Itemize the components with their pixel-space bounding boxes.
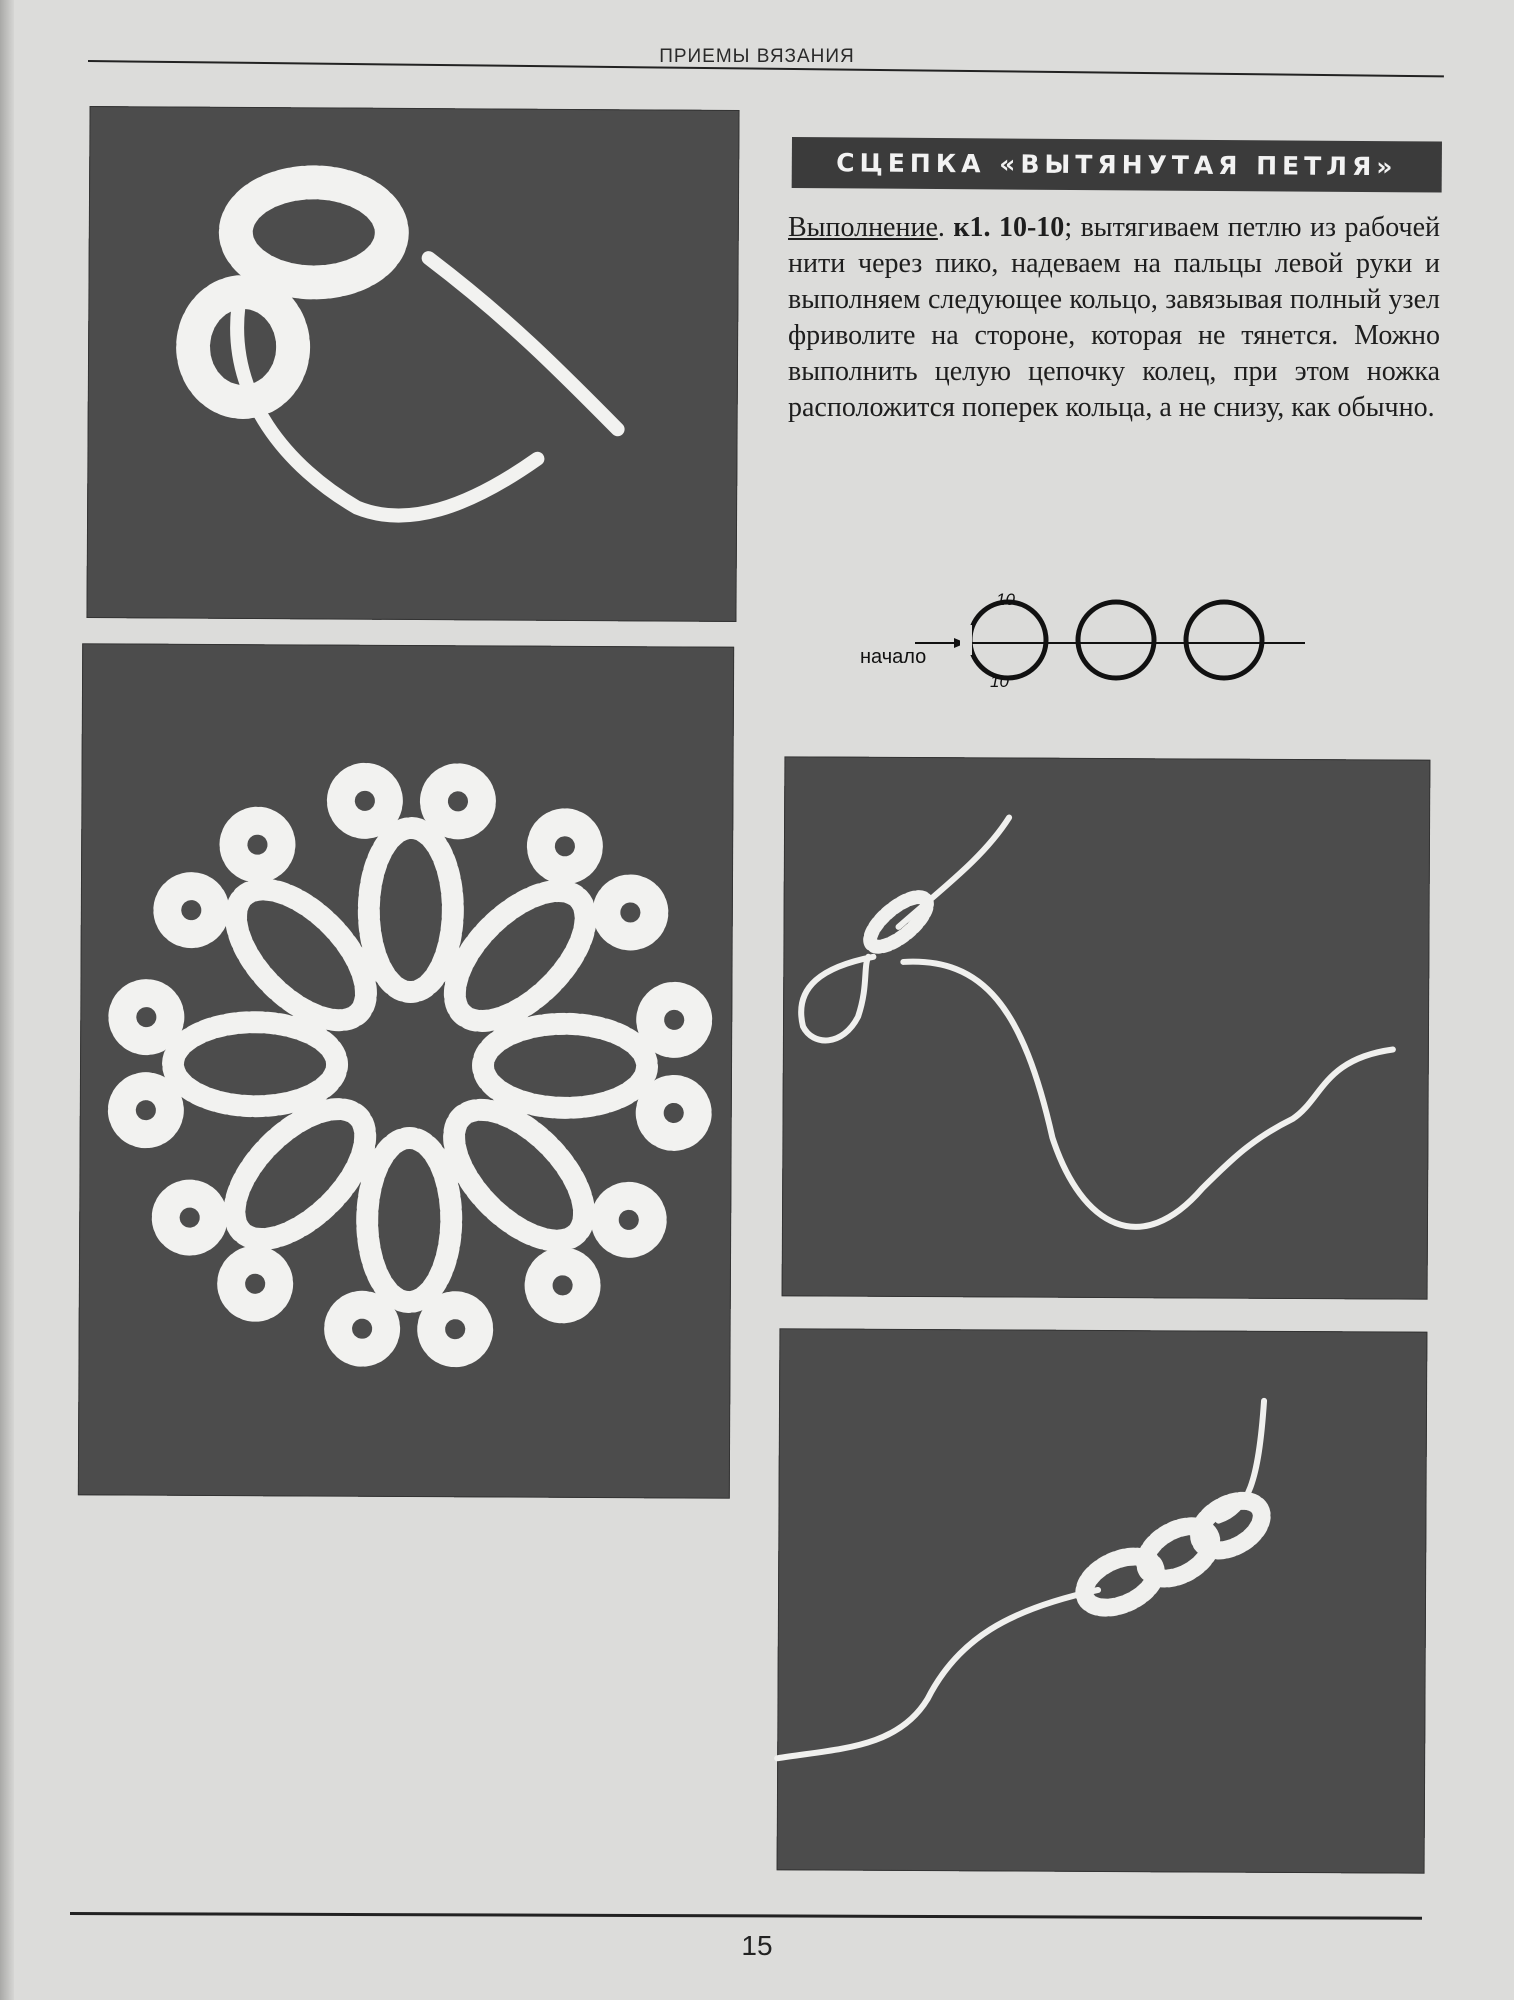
diagram-ring-gap [960, 625, 972, 655]
section-title: СЦЕПКА «ВЫТЯНУТАЯ ПЕТЛЯ» [836, 148, 1398, 182]
photo-ring-chain [777, 1328, 1428, 1873]
photo-loop-pulled [782, 756, 1431, 1299]
photo-two-rings [86, 106, 739, 622]
ring-chain-diagram [860, 585, 1310, 695]
diagram-start-label: начало [860, 646, 927, 668]
page-number: 15 [741, 1930, 773, 1961]
instruction-code: к1. 10-10 [953, 212, 1065, 243]
instruction-separator: . [937, 212, 954, 243]
loop-pulled-image [782, 756, 1431, 1299]
section-title-bar [792, 137, 1442, 193]
ring-chain-image [777, 1328, 1428, 1873]
diagram-svg [860, 585, 1310, 695]
instruction-paragraph [788, 210, 1440, 426]
diagram-bottom-count: 10 [990, 672, 1009, 691]
diagram-ring-1 [970, 602, 1046, 678]
diagram-top-count: 10 [996, 590, 1015, 609]
running-header: ПРИЕМЫ ВЯЗАНИЯ [659, 46, 855, 67]
round-motif-image [78, 643, 734, 1498]
photo-round-motif [78, 643, 734, 1498]
diagram-ring-2 [1078, 602, 1154, 678]
footer-rule [70, 1912, 1422, 1920]
diagram-ring-3 [1186, 602, 1262, 678]
page-spine-shadow [0, 0, 14, 2000]
instruction-text: ; вытягиваем петлю из рабочей нити через пико, надеваем на пальцы левой руки и выполняем следующее кольцо, завязывая полный узел фриволите на стороне, которая не тянется. Можно выполнить целую цепочку колец, при этом ножка расположится поперек кольца, а не снизу, как обычно. [788, 212, 1440, 423]
instruction-lead: Выполнение [788, 212, 938, 243]
two-rings-image [86, 106, 739, 622]
